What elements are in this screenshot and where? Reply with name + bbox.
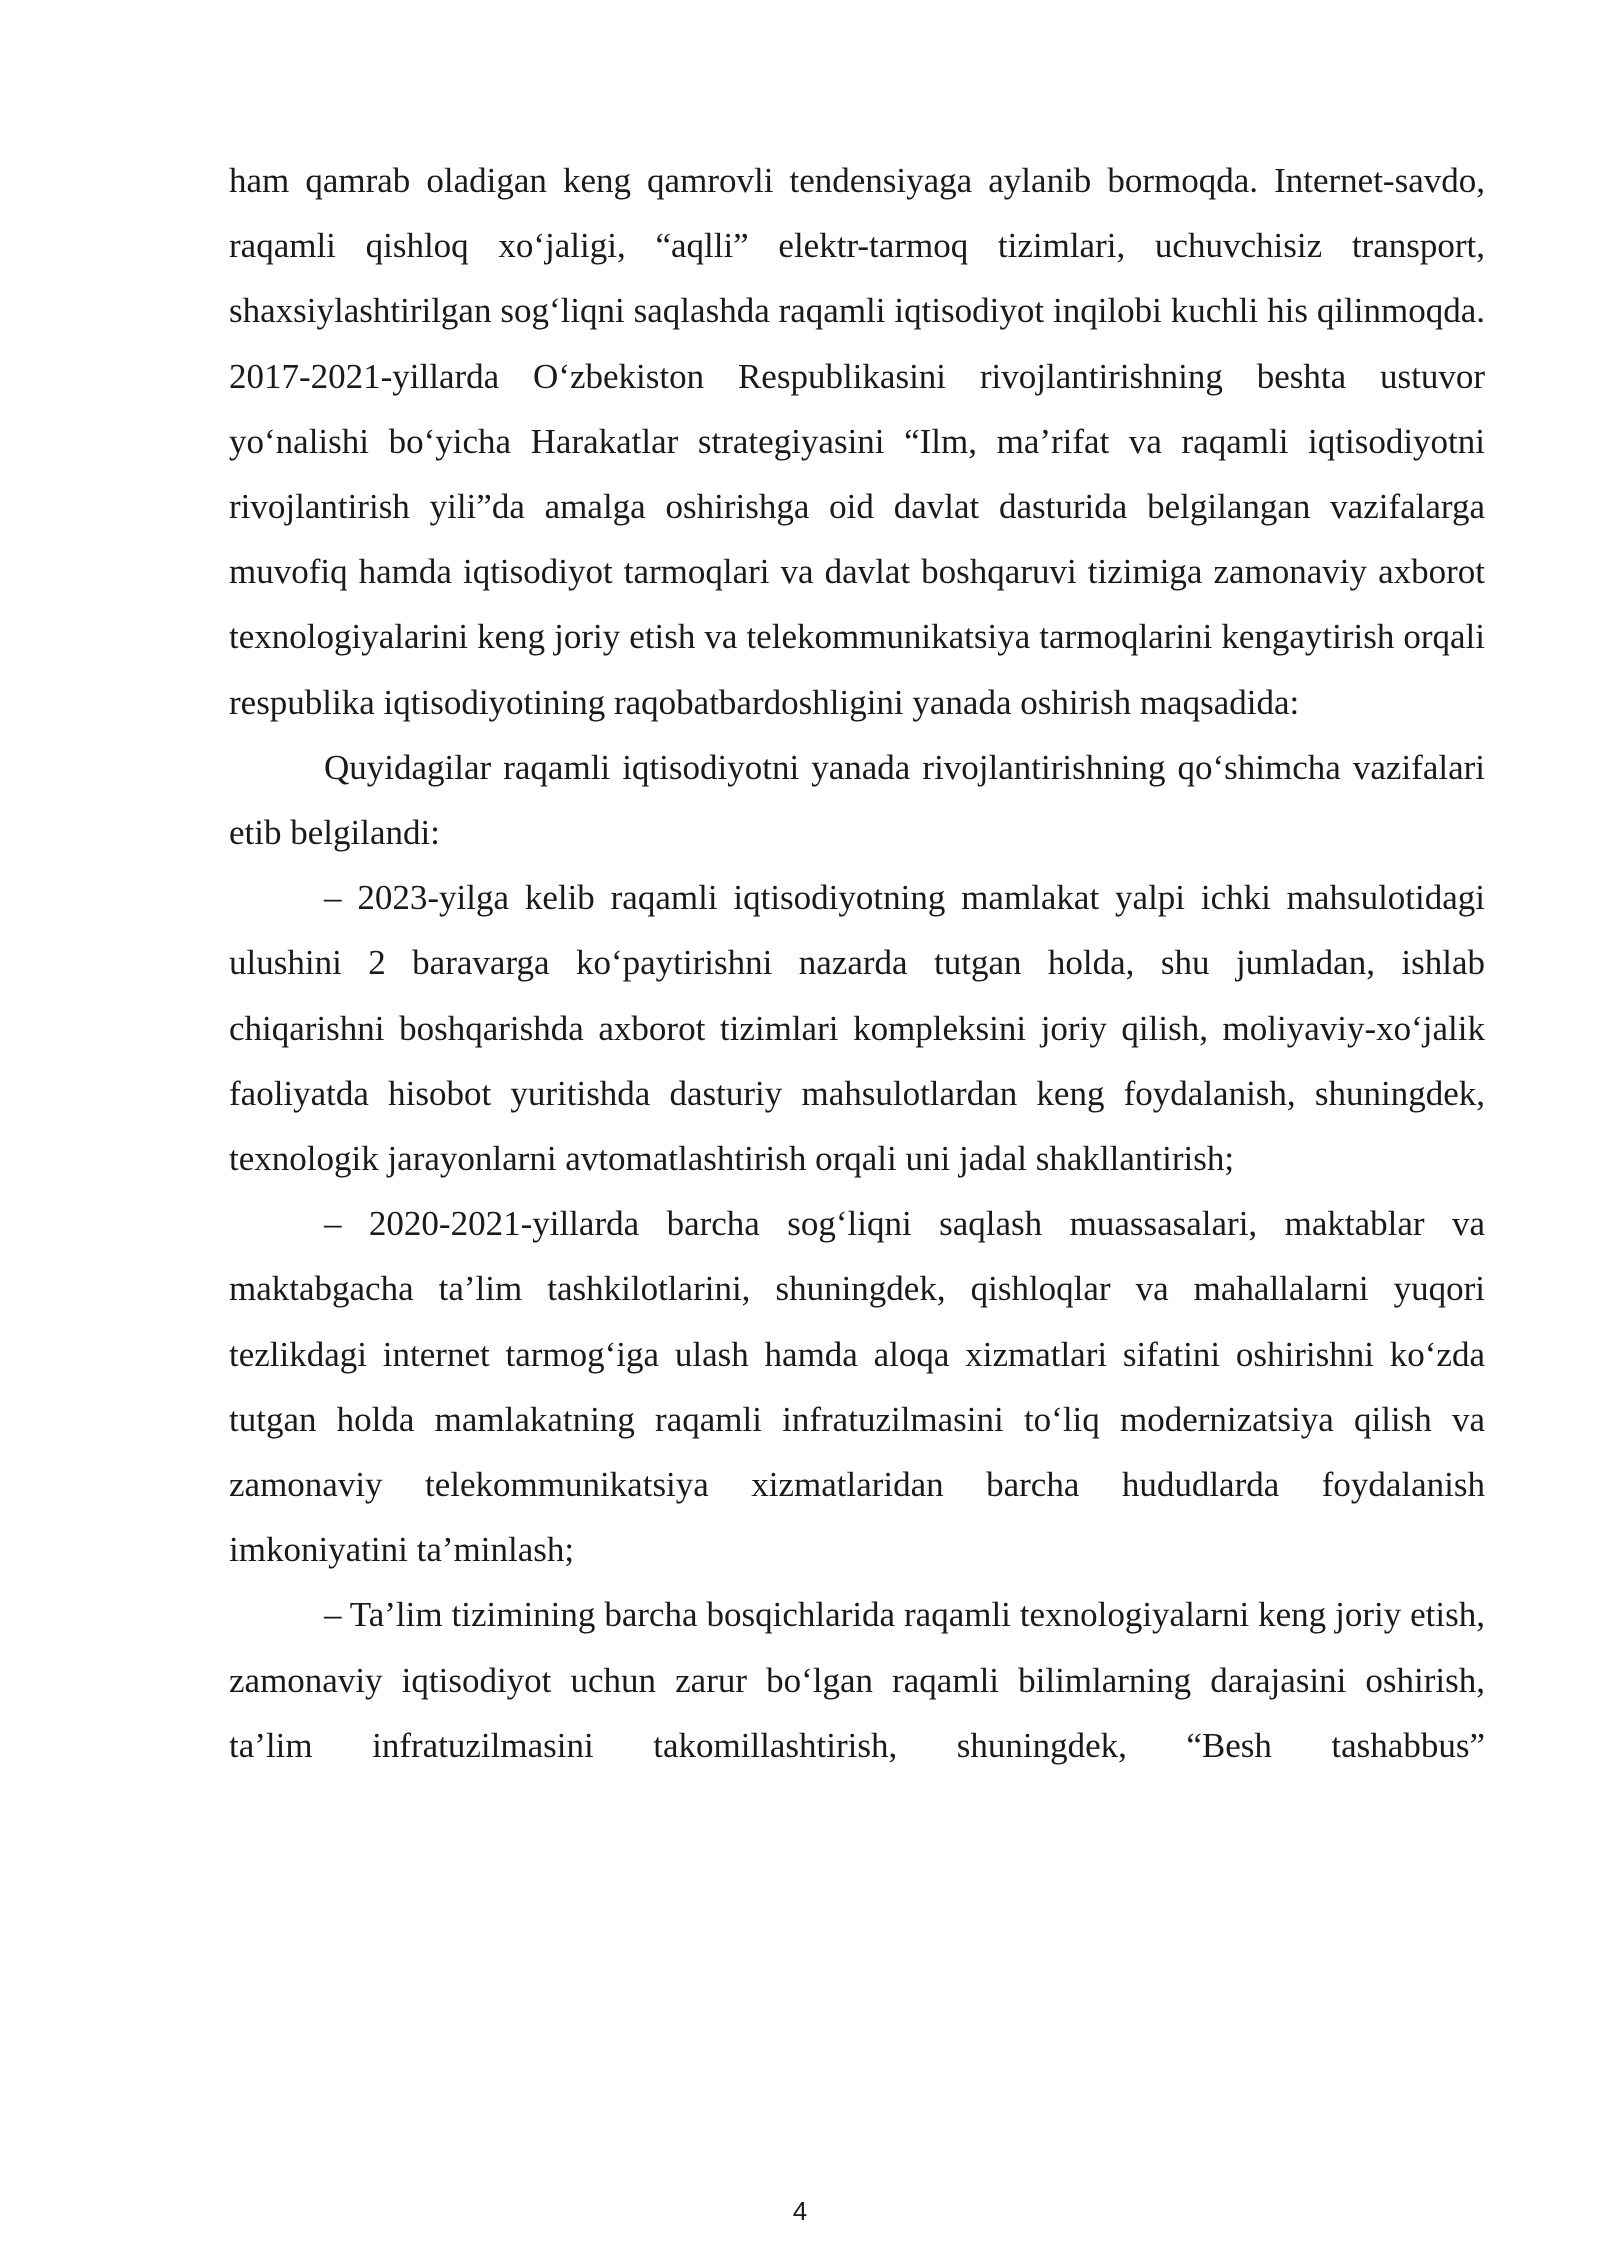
paragraph-tasks-heading: Quyidagilar raqamli iqtisodiyotni yanada rivojlantirishning qo‘shimcha vazifalari etib belgilandi: <box>229 747 1485 853</box>
paragraph-intro: ham qamrab oladigan keng qamrovli tendensiyaga aylanib bormoqda. Internet-savdo, raqamli qishloq xo‘jaligi, “aqlli” elektr-tarmoq tizimlari, uchuvchisiz transport, shaxsiylashtirilgan sog‘liqni saqlashda raqamli iqtisodiyot inqilobi kuchli his qilinmoqda. 2017-2021-yillarda O‘zbekiston Respublikasini rivojlantirishning beshta ustuvor yo‘nalishi bo‘yicha Harakatlar strategiyasini “Ilm, ma’rifat va raqamli iqtisodiyotni rivojlantirish yili”da amalga oshirishga oid davlat dasturida belgilangan vazifalarga muvofiq hamda iqtisodiyot tarmoqlari va davlat boshqaruvi tizimiga zamonaviy axborot texnologiyalarini keng joriy etish va telekommunikatsiya tarmoqlarini kengaytirish orqali respublika iqtisodiyotining raqobatbardoshligini yanada oshirish maqsadida: <box>229 161 1485 722</box>
list-item-internet-infrastructure: – 2020-2021-yillarda barcha sog‘liqni saqlash muassasalari, maktablar va maktabgacha ta’lim tashkilotlarini, shuningdek, qishloqlar va mahallalarni yuqori tezlikdagi internet tarmog‘iga ulash hamda aloqa xizmatlari sifatini oshirishni ko‘zda tutgan holda mamlakatning raqamli infratuzilmasini to‘liq modernizatsiya qilish va zamonaviy telekommunikatsiya xizmatlaridan barcha hududlarda foydalanish imkoniyatini ta’minlash; <box>229 1204 1485 1570</box>
body-text <box>229 148 1485 1778</box>
list-item-digital-economy-share: – 2023-yilga kelib raqamli iqtisodiyotning mamlakat yalpi ichki mahsulotidagi ulushini 2 baravarga ko‘paytirishni nazarda tutgan holda, shu jumladan, ishlab chiqarishni boshqarishda axborot tizimlari kompleksini joriy qilish, moliyaviy-xo‘jalik faoliyatda hisobot yuritishda dasturiy mahsulotlardan keng foydalanish, shuningdek, texnologik jarayonlarni avtomatlashtirish orqali uni jadal shakllantirish; <box>229 878 1485 1179</box>
list-item-education-technologies: – Ta’lim tizimining barcha bosqichlarida raqamli texnologiyalarni keng joriy etish, zamonaviy iqtisodiyot uchun zarur bo‘lgan raqamli bilimlarning darajasini oshirish, ta’lim infratuzilmasini takomillashtirish, shuningdek, “Besh tashabbus” <box>229 1595 1485 1765</box>
page-number: 4 <box>792 2196 808 2226</box>
